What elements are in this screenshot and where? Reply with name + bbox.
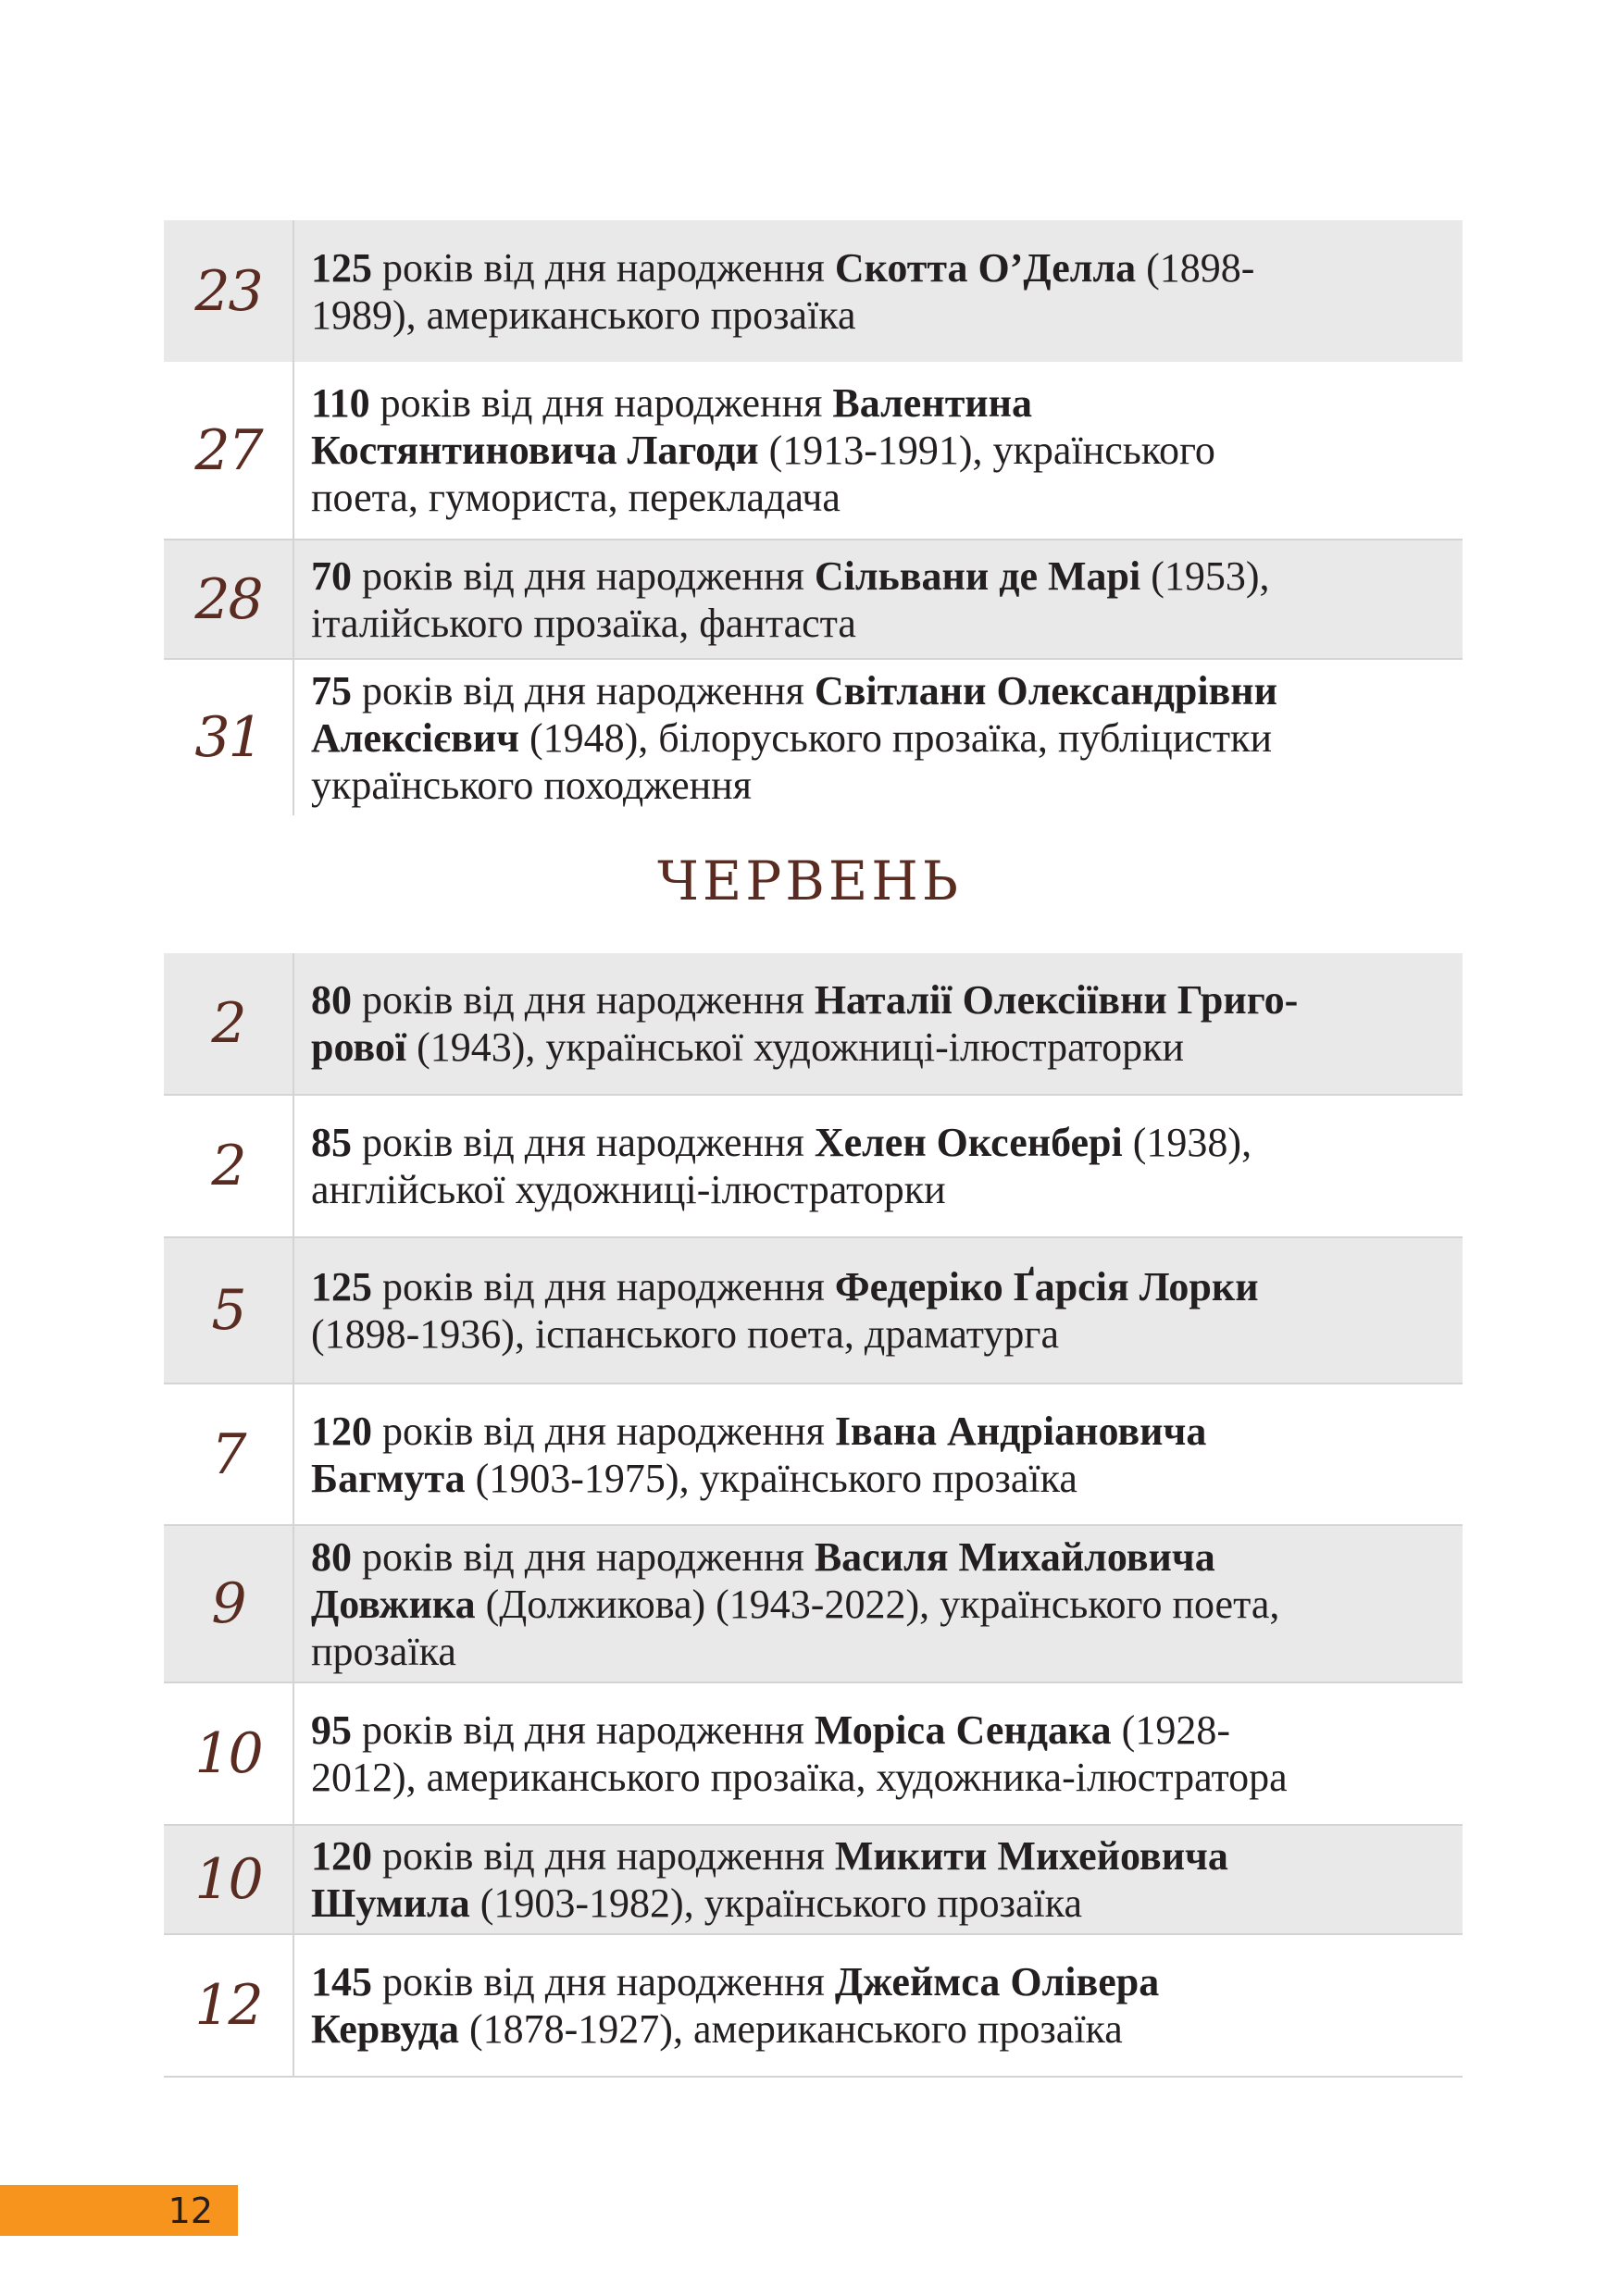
text-line	[311, 1628, 1453, 1675]
bold-text-segment: 125	[311, 244, 372, 291]
text-line	[311, 714, 1453, 762]
text-segment: років від дня народження	[352, 1120, 815, 1165]
text-line	[311, 474, 1453, 521]
day-number: 12	[164, 1935, 294, 2076]
text-segment: років від дня народження	[372, 1833, 835, 1879]
text-line	[311, 427, 1453, 474]
anniversary-table-may	[164, 220, 1463, 815]
table-row	[164, 1526, 1463, 1683]
day-number: 10	[164, 1826, 294, 1933]
text-line	[311, 667, 1453, 714]
bold-text-segment: Хелен Оксенбері	[814, 1120, 1123, 1165]
bold-text-segment: Василя Михайловича	[814, 1533, 1215, 1580]
bold-text-segment: 80	[311, 977, 352, 1023]
text-segment: років від дня народження	[372, 1408, 835, 1454]
text-segment: (1948), білоруського прозаїка, публіцистки	[518, 714, 1273, 761]
text-segment: років від дня народження	[352, 1533, 815, 1580]
anniversary-text	[294, 362, 1463, 539]
text-line	[311, 552, 1453, 600]
anniversary-table-june	[164, 953, 1463, 2078]
text-line	[311, 1706, 1453, 1754]
text-segment: (1943), української художниці-ілюстраторки	[406, 1024, 1185, 1070]
text-line	[311, 1581, 1453, 1628]
text-line	[311, 1263, 1453, 1310]
bold-text-segment: Федеріко Ґарсія Лорки	[834, 1264, 1259, 1309]
text-segment: (1953),	[1140, 552, 1270, 599]
text-segment: (1903-1975), українського прозаїка	[465, 1455, 1077, 1501]
day-number: 23	[164, 220, 294, 362]
table-row	[164, 220, 1463, 362]
text-segment: років від дня народження	[352, 552, 815, 599]
day-number: 10	[164, 1683, 294, 1824]
bold-text-segment: Микити Михейовича	[834, 1833, 1228, 1879]
bold-text-segment: 95	[311, 1707, 352, 1753]
bold-text-segment: 110	[311, 380, 370, 426]
text-line	[311, 1958, 1453, 2005]
bold-text-segment: Багмута	[311, 1455, 466, 1501]
day-number: 31	[164, 660, 294, 815]
text-segment: (1928-	[1111, 1707, 1230, 1753]
bold-text-segment: Моріса Сендака	[814, 1707, 1112, 1753]
text-line	[311, 292, 1453, 339]
bold-text-segment: Світлани Олександрівни	[814, 667, 1278, 714]
anniversary-text	[294, 1826, 1463, 1933]
text-segment: італійського прозаїка, фантаста	[311, 600, 856, 646]
anniversary-text	[294, 1238, 1463, 1383]
table-row	[164, 362, 1463, 540]
text-segment: років від дня народження	[352, 1707, 815, 1753]
day-number: 2	[164, 1096, 294, 1236]
text-segment: 1989), американського прозаїка	[311, 292, 856, 338]
text-segment: прозаїка	[311, 1628, 456, 1674]
table-row	[164, 1826, 1463, 1935]
anniversary-text	[294, 660, 1463, 815]
bold-text-segment: Джеймса Олівера	[834, 1959, 1160, 2004]
text-line	[311, 1408, 1453, 1455]
bold-text-segment: 75	[311, 667, 352, 714]
bold-text-segment: Довжика	[311, 1581, 476, 1627]
day-number: 7	[164, 1384, 294, 1524]
text-line	[311, 1166, 1453, 1213]
day-number: 5	[164, 1238, 294, 1383]
table-row	[164, 1096, 1463, 1238]
bold-text-segment: 70	[311, 552, 352, 599]
table-row	[164, 660, 1463, 815]
bold-text-segment: 80	[311, 1533, 352, 1580]
bold-text-segment: Івана Андріановича	[834, 1408, 1207, 1454]
bold-text-segment: 145	[311, 1959, 372, 2004]
text-line	[311, 762, 1453, 809]
text-segment: років від дня народження	[352, 977, 815, 1023]
text-segment: років від дня народження	[352, 667, 815, 714]
text-line	[311, 600, 1453, 647]
bold-text-segment: Алексієвич	[311, 714, 519, 761]
bold-text-segment: Валентина	[832, 380, 1033, 426]
text-line	[311, 1832, 1453, 1880]
text-line	[311, 1754, 1453, 1801]
text-segment: років від дня народження	[372, 1264, 835, 1309]
text-segment: років від дня народження	[372, 1959, 835, 2004]
text-segment: (1898-	[1136, 244, 1255, 291]
table-row	[164, 1384, 1463, 1526]
table-row	[164, 1683, 1463, 1826]
text-segment: (Должикова) (1943-2022), українського поета,	[475, 1581, 1280, 1627]
text-segment: (1878-1927), американського прозаїка	[458, 2006, 1123, 2052]
text-line	[311, 379, 1453, 427]
anniversary-text	[294, 1935, 1463, 2076]
text-line	[311, 1024, 1453, 1071]
bold-text-segment: 120	[311, 1408, 372, 1454]
anniversary-text	[294, 540, 1463, 658]
text-line	[311, 1880, 1453, 1927]
text-segment: поета, гумориста, перекладача	[311, 475, 841, 520]
bold-text-segment: Кервуда	[311, 2006, 459, 2052]
bold-text-segment: 85	[311, 1120, 352, 1165]
text-segment: 2012), американського прозаїка, художника-ілюстратора	[311, 1755, 1288, 1800]
day-number: 27	[164, 362, 294, 539]
bold-text-segment: Костянтиновича Лагоди	[311, 428, 759, 473]
day-number: 9	[164, 1526, 294, 1682]
anniversary-text	[294, 220, 1463, 362]
text-line	[311, 2005, 1453, 2053]
text-segment: (1913-1991), українського	[758, 428, 1215, 473]
table-row	[164, 953, 1463, 1096]
text-segment: (1938),	[1122, 1120, 1252, 1165]
table-row	[164, 540, 1463, 660]
text-segment: (1898-1936), іспанського поета, драматурга	[311, 1311, 1060, 1357]
text-line	[311, 244, 1453, 292]
text-segment: (1903-1982), українського прозаїка	[469, 1880, 1082, 1926]
text-segment: років від дня народження	[369, 380, 833, 426]
text-segment: українського походження	[311, 762, 752, 808]
bold-text-segment: Скотта О’Делла	[834, 244, 1137, 291]
table-row	[164, 1238, 1463, 1384]
anniversary-text	[294, 1096, 1463, 1236]
bold-text-segment: Сільвани де Марі	[814, 552, 1141, 599]
bold-text-segment: Шумила	[311, 1880, 470, 1926]
section-title-june: ЧЕРВЕНЬ	[657, 850, 962, 912]
text-segment: років від дня народження	[372, 244, 835, 291]
table-row	[164, 1935, 1463, 2078]
bold-text-segment: 120	[311, 1833, 372, 1879]
page-number-tab	[0, 2185, 238, 2236]
text-line	[311, 1455, 1453, 1502]
day-number: 28	[164, 540, 294, 658]
bold-text-segment: Наталії Олексіївни Григо-	[814, 977, 1299, 1023]
day-number: 2	[164, 953, 294, 1094]
anniversary-text	[294, 1384, 1463, 1524]
anniversary-text	[294, 1526, 1463, 1682]
text-segment: англійської художниці-ілюстраторки	[311, 1167, 946, 1212]
text-line	[311, 1119, 1453, 1166]
text-line	[311, 976, 1453, 1024]
text-line	[311, 1533, 1453, 1581]
text-line	[311, 1310, 1453, 1358]
bold-text-segment: рової	[311, 1024, 407, 1070]
page-number: 12	[168, 2190, 213, 2231]
anniversary-text	[294, 953, 1463, 1094]
bold-text-segment: 125	[311, 1264, 372, 1309]
anniversary-text	[294, 1683, 1463, 1824]
